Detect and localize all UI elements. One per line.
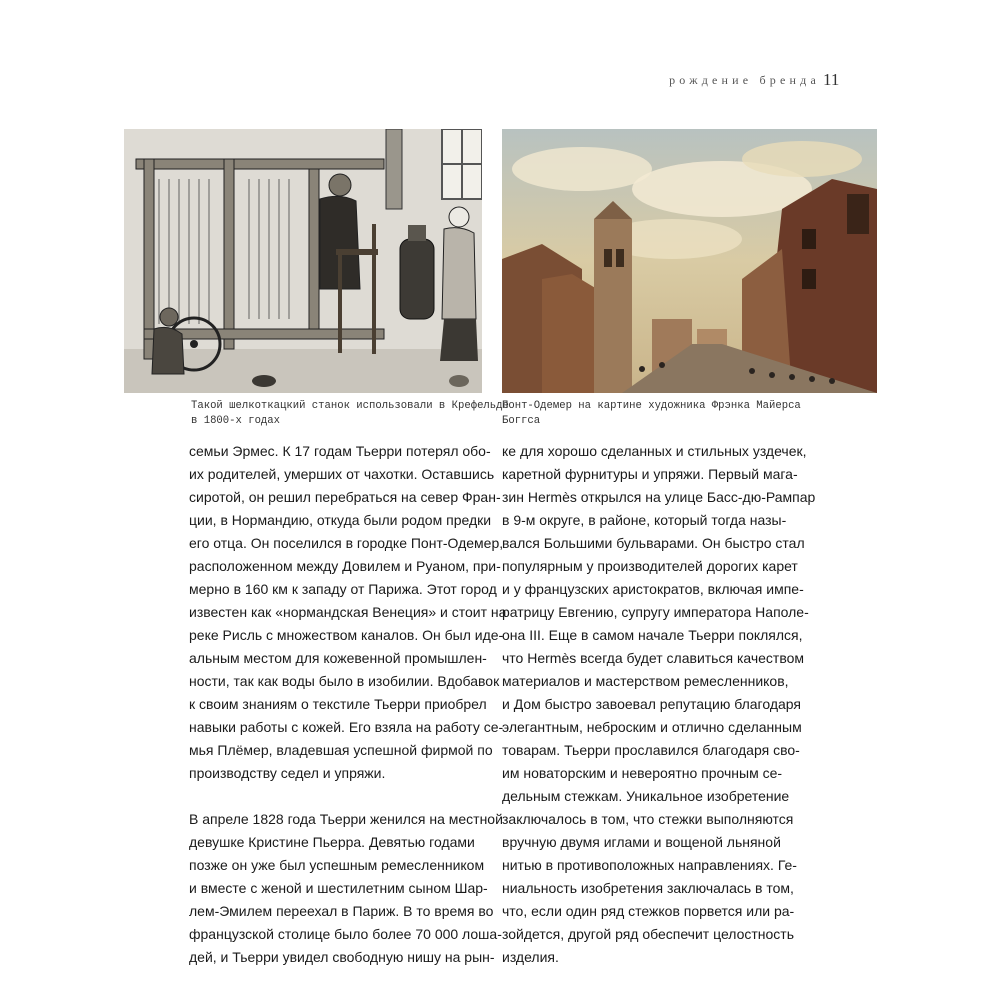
text-column-right	[502, 440, 816, 969]
text-line: расположенном между Довилем и Руаном, при-	[189, 558, 501, 574]
text-line: к своим знаниям о текстиле Тьерри приобрел	[189, 696, 487, 712]
text-line: мья Плёмер, владевшая успешной фирмой по	[189, 742, 493, 758]
text-line: зойдется, другой ряд обеспечит целостность	[502, 926, 795, 942]
paragraph	[189, 808, 503, 969]
caption-line: в 1800-х годах	[191, 415, 281, 427]
caption-line: Боггса	[502, 415, 541, 427]
text-line: дей, и Тьерри увидел свободную нишу на рын-	[189, 949, 495, 965]
text-line: девушке Кристине Пьерра. Девятью годами	[189, 834, 475, 850]
text-line: навыки работы с кожей. Его взяла на работу се-	[189, 719, 504, 735]
text-line: его отца. Он поселился в городке Понт-Одемер,	[189, 535, 504, 551]
text-line: позже он уже был успешным ремесленником	[189, 857, 485, 873]
text-line: что, если один ряд стежков порвется или ра-	[502, 903, 795, 919]
text-line: и вместе с женой и шестилетним сыном Шар-	[189, 880, 488, 896]
text-column-left	[189, 440, 507, 969]
page-number: 11	[823, 70, 840, 89]
text-line: французской столице было более 70 000 лоша-	[189, 926, 502, 942]
text-line: ратрицу Евгению, супругу императора Наполе-	[502, 604, 809, 620]
text-line: вручную двумя иглами и вощеной льняной	[502, 834, 781, 850]
text-line: лем-Эмилем переехал в Париж. В то время во	[189, 903, 494, 919]
text-line: товарам. Тьерри прославился благодаря сво-	[502, 742, 800, 758]
text-line: зин Hermès открылся на улице Басс-дю-Рампар	[502, 489, 816, 505]
text-line: она III. Еще в самом начале Тьерри поклялся,	[502, 627, 803, 643]
text-line: материалов и мастерством ремесленников,	[502, 673, 789, 689]
text-line: дельным стежкам. Уникальное изобретение	[502, 788, 790, 804]
text-line: заключалось в том, что стежки выполняются	[502, 811, 794, 827]
text-line: вался Большими бульварами. Он быстро стал	[502, 535, 805, 551]
text-line: ниальность изобретения заключалась в том,	[502, 880, 794, 896]
text-line: нитью в противоположных направлениях. Ге-	[502, 857, 797, 873]
text-line: производству седел и упряжи.	[189, 765, 386, 781]
text-line: и Дом быстро завоевал репутацию благодаря	[502, 696, 801, 712]
text-line: их родителей, умерших от чахотки. Оставшись	[189, 466, 495, 482]
text-line: что Hermès всегда будет славиться качеством	[502, 650, 805, 666]
figure-caption-right	[502, 399, 832, 429]
text-line: семьи Эрмес. К 17 годам Тьерри потерял обо-	[189, 443, 491, 459]
text-line: В апреле 1828 года Тьерри женился на местной	[189, 811, 503, 827]
text-line: мерно в 160 км к западу от Парижа. Этот город	[189, 581, 497, 597]
text-line: им новаторским и невероятно прочным се-	[502, 765, 783, 781]
pont-audemer-painting-image	[502, 129, 877, 393]
text-line: изделия.	[502, 949, 559, 965]
text-line: альным местом для кожевенной промышлен-	[189, 650, 487, 666]
text-line: ции, в Нормандию, откуда были родом предки	[189, 512, 492, 528]
text-line: и у французских аристократов, включая импе-	[502, 581, 804, 597]
paragraph	[502, 440, 816, 969]
text-line: в 9-м округе, в районе, который тогда назы-	[502, 512, 787, 528]
caption-line: Понт-Одемер на картине художника Фрэнка Майерса	[502, 400, 801, 412]
text-line: каретной фурнитуры и упряжи. Первый мага-	[502, 466, 798, 482]
text-line: элегантным, неброским и отлично сделанным	[502, 719, 802, 735]
figure-caption-left	[191, 399, 509, 429]
text-line: известен как «нормандская Венеция» и стоит на	[189, 604, 507, 620]
running-title: рождение бренда	[669, 73, 820, 87]
text-line: популярным у производителей дорогих карет	[502, 558, 798, 574]
text-line: реке Рисль с множеством каналов. Он был иде-	[189, 627, 504, 643]
loom-engraving-image	[124, 129, 482, 393]
text-line: ности, так как воды было в изобилии. Вдобавок	[189, 673, 500, 689]
caption-line: Такой шелкоткацкий станок использовали в Крефельде	[191, 400, 509, 412]
text-line: ке для хорошо сделанных и стильных уздечек,	[502, 443, 807, 459]
paragraph-gap	[189, 785, 489, 808]
paragraph	[189, 440, 507, 785]
text-line: сиротой, он решил перебраться на север Фран-	[189, 489, 501, 505]
